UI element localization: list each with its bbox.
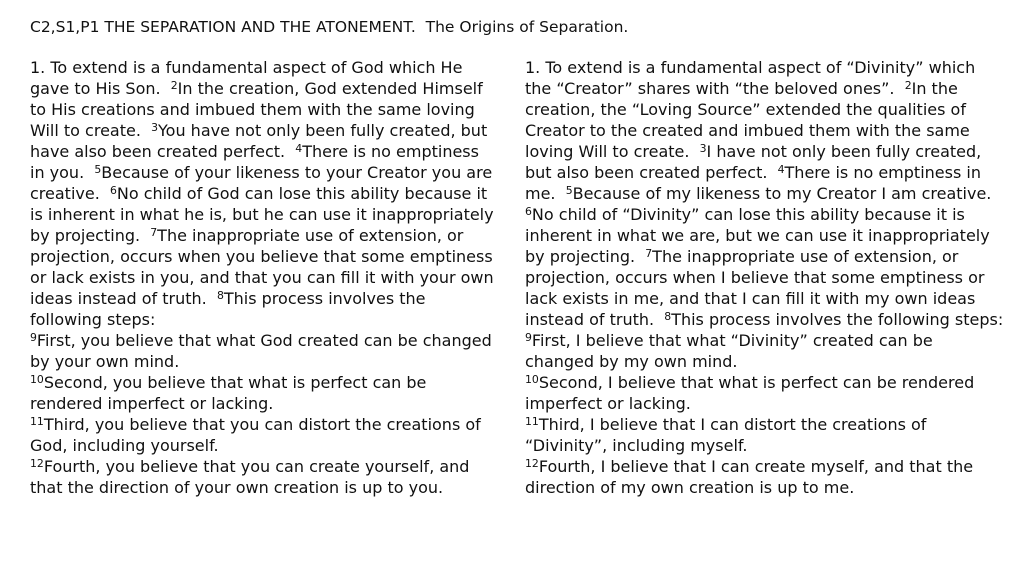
sentence-number: 10 (525, 373, 539, 387)
sentence-number: 3 (699, 142, 707, 156)
text-columns (30, 57, 1005, 498)
sentence-number: 11 (525, 415, 539, 429)
sentence-number: 5 (565, 184, 573, 198)
sentence-number: 8 (664, 310, 672, 324)
text-column-left: 1. To extend is a fundamental aspect of God which He gave to His Son. $^2$In the creation, God extended Himself to His creations and imbued them with the same loving Will to create. $^3$You have not only been fully created, but have also been created perfect. $^4$There is no emptiness in you. $^5$Because of your likeness to your Creator you are creative. $^6$No child of God can lose this ability because it is inherent in what he is, but he can use it inappropriately by projecting. $^7$The inappropriate use of extension, or projection, occurs when you believe that some emptiness or lack exists in you, and that you can fill it with your own ideas instead of truth. $^8$This process involves the following steps: $^9$First, you believe that what God created can be changed by your own mind. $^{10}$Second, you believe that what is perfect can be rendered imperfect or lacking. $^{11}$Third, you believe that you can distort the creations of God, including yourself. $^{12}$Fourth, you believe that you can create yourself, and that the direction of your own creation is up to you. (30, 58, 499, 497)
sentence-number: 7 (645, 247, 653, 261)
sentence-number: 4 (295, 142, 303, 156)
sentence-number: 6 (525, 205, 532, 219)
sentence-number: 8 (216, 289, 224, 303)
sentence-number: 9 (525, 331, 532, 345)
sentence-number: 12 (525, 457, 539, 471)
sentence-number: 11 (30, 415, 44, 429)
sentence-number: 7 (150, 226, 158, 240)
sentence-number: 2 (170, 79, 178, 93)
sentence-number: 2 (904, 79, 912, 93)
sentence-number: 4 (777, 163, 785, 177)
sentence-number: 5 (94, 163, 102, 177)
page-title: C2,S1,P1 THE SEPARATION AND THE ATONEMENT. The Origins of Separation. (30, 18, 629, 36)
sentence-number: 10 (30, 373, 44, 387)
sentence-number: 3 (151, 121, 159, 135)
sentence-number: 12 (30, 457, 44, 471)
sentence-number: 9 (30, 331, 37, 345)
sentence-number: 6 (109, 184, 117, 198)
text-column-right: 1. To extend is a fundamental aspect of “Divinity” which the “Creator” shares with “the beloved ones”. $^2$In the creation, the “Loving Source” extended the qualities of Creator to the created and imbued them with the same loving Will to create. $^3$I have not only been fully created, but also been created perfect. $^4$There is no emptiness in me. $^5$Because of my likeness to my Creator I am creative. $^6$No child of “Divinity” can lose this ability because it is inherent in what we are, but we can use it inappropriately by projecting. $^7$The inappropriate use of extension, or projection, occurs when I believe that some emptiness or lack exists in me, and that I can fill it with my own ideas instead of truth. $^8$This process involves the following steps: $^9$First, I believe that what “Divinity” created can be changed by my own mind. $^{10}$Second, I believe that what is perfect can be rendered imperfect or lacking. $^{11}$Third, I believe that I can distort the creations of “Divinity”, including myself. $^{12}$Fourth, I believe that I can create myself, and that the direction of my own creation is up to me. (525, 58, 1004, 497)
